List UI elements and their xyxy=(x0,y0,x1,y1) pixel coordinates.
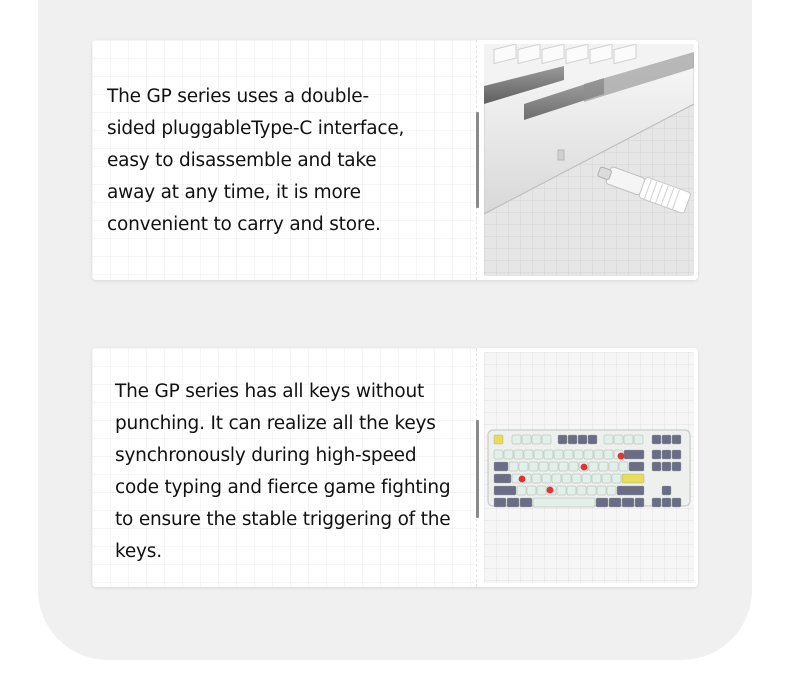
pressed-key-marker xyxy=(581,464,588,471)
feature-text-box xyxy=(92,40,477,280)
pressed-key-marker xyxy=(618,453,625,460)
feature-description: The GP series uses a double-sided pluggableType-C interface, easy to disassemble and take away at any time, it is more convenient to carry and store. xyxy=(107,86,405,235)
keyboard-layout-image xyxy=(480,348,698,587)
keyboard-edge-illustration xyxy=(484,44,694,276)
divider-bar xyxy=(476,420,479,518)
pressed-key-marker xyxy=(519,476,526,483)
pressed-key-marker xyxy=(547,487,554,494)
feature-card-type-c xyxy=(92,40,698,280)
feature-description: The GP series has all keys without punching. It can realize all the keys synchronously during high-speed code typing and fierce game fighting to ensure the stable triggering of the keys. xyxy=(115,381,451,562)
keyboard-illustration xyxy=(484,352,694,583)
feature-card-anti-ghosting xyxy=(92,348,698,587)
divider-bar xyxy=(476,112,479,208)
type-c-port-image xyxy=(480,40,698,280)
feature-text-box xyxy=(92,348,477,587)
